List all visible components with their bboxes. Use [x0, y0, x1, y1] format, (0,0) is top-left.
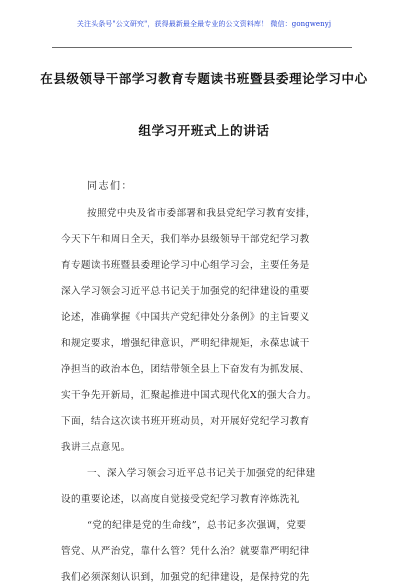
- body-line: 我讲三点意见。: [61, 442, 131, 453]
- document-title-line-1: 在县级领导干部学习教育专题读书班暨县委理论学习中心: [40, 71, 368, 86]
- header-banner: 关注头条号"公文研究"，获得最新最全最专业的公文资料库！ 微信：gongwenyj: [76, 20, 332, 28]
- body-line: 按照党中央及省市委部署和我县党纪学习教育安排，: [87, 208, 316, 219]
- header-divider: [52, 47, 352, 48]
- section-heading: 设的重要论述，以高度自觉接受党纪学习教育淬炼洗礼: [61, 494, 300, 505]
- body-line: 我们必须深刻认识到，加强党的纪律建设，是保持党的先: [61, 572, 310, 583]
- body-line: 管党、从严治党，靠什么管？凭什么治？就要靠严明纪律: [61, 546, 310, 557]
- body-line: 和规定要求，增强纪律意识，严明纪律规矩，永葆忠诚干: [61, 338, 310, 349]
- body-line: 今天下午和周日全天，我们举办县级领导干部党纪学习教: [61, 234, 310, 245]
- body-line: 下面，结合这次读书班开班动员，对开展好党纪学习教育: [61, 416, 310, 427]
- body-line: 深入学习领会习近平总书记关于加强党的纪律建设的重要: [61, 286, 310, 297]
- body-line: 实干争先开新局，汇聚起推进中国式现代化X的强大合力。: [61, 390, 317, 401]
- body-line: 育专题读书班暨县委理论学习中心组学习会，主要任务是: [61, 260, 310, 271]
- section-heading: 一、深入学习领会习近平总书记关于加强党的纪律建: [87, 468, 316, 479]
- body-line: 净担当的政治本色，团结带领全县上下奋发有为抓发展、: [61, 364, 310, 375]
- document-title-line-2: 组学习开班式上的讲话: [138, 123, 270, 138]
- salutation: 同志们：: [87, 181, 133, 192]
- body-line: “党的纪律是党的生命线”，总书记多次强调，党要: [87, 520, 307, 531]
- body-line: 论述，准确掌握《中国共产党纪律处分条例》的主旨要义: [61, 312, 310, 323]
